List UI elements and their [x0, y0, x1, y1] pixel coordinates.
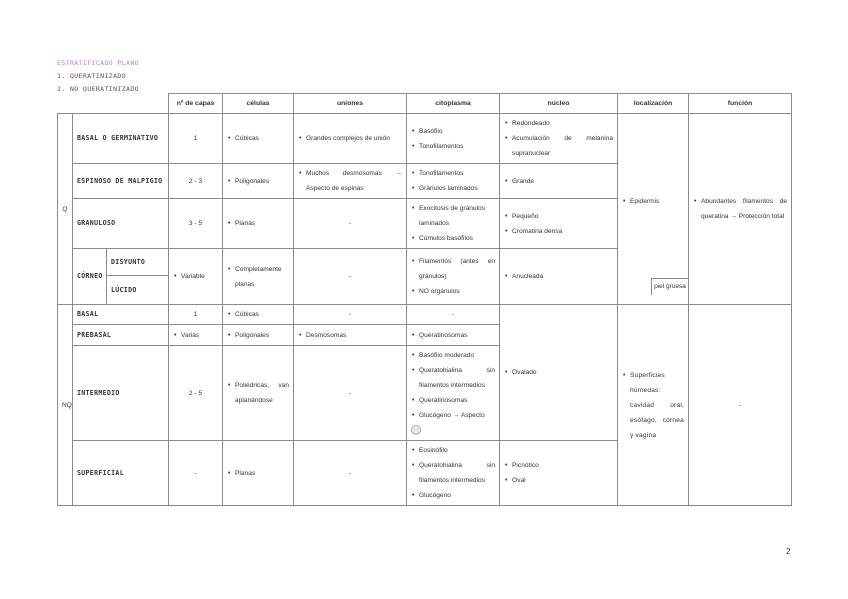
header-blank: [58, 94, 169, 114]
epithelium-table: [57, 93, 792, 506]
glycogen-aspect-icon: [411, 425, 421, 435]
list-item-2: 2. NO QUERATINIZADO: [57, 85, 139, 93]
capas-cell: 1: [169, 114, 223, 164]
nucleo-cell: • Ovalado: [500, 305, 618, 441]
uniones-cell: -: [294, 441, 407, 506]
capas-cell: 2 - 5: [169, 346, 223, 441]
citoplasma-cell: -: [407, 305, 500, 325]
nucleo-cell: • Anucleada: [500, 249, 618, 305]
nucleo-cell: • Redondeado • Acumulación de melanina supranuclear: [500, 114, 618, 164]
uniones-cell: • Grandes complejos de unión: [294, 114, 407, 164]
celulas-cell: • Cúbicas: [223, 114, 294, 164]
col-header-capas: nº de capas: [169, 94, 223, 114]
celulas-cell: • Planas: [223, 441, 294, 506]
citoplasma-cell: • Basófilo moderado • Queratohialina sin filamentos intermedios • Queratinosomas • Glucógeno → Aspecto: [407, 346, 500, 441]
celulas-cell: • Completamente planas: [223, 249, 294, 305]
q-funcion-cell: • Abundantes filamentos de queratina → Protección total: [689, 114, 792, 305]
col-header-funcion: función: [689, 94, 792, 114]
q-group-label: Q: [58, 114, 73, 305]
layer-name: BASAL O GERMINATIVO: [73, 114, 169, 164]
layer-name: CÓRNEO: [73, 249, 107, 305]
capas-cell: -: [169, 441, 223, 506]
layer-name: SUPERFICIAL: [73, 441, 169, 506]
layer-name: INTERMEDIO: [73, 346, 169, 441]
piel-gruesa-note: piel gruesa: [651, 278, 688, 295]
layer-name: ESPINOSO DE MALPIGIO: [73, 164, 169, 199]
col-header-localizacion: localización: [618, 94, 689, 114]
uniones-cell: -: [294, 199, 407, 249]
citoplasma-cell: • Eosinófilo • Queratohialina sin filamentos intermedios • Glucógeno: [407, 441, 500, 506]
page-number: 2: [786, 547, 791, 556]
nq-funcion-cell: -: [689, 305, 792, 506]
nucleo-cell: • Grande: [500, 164, 618, 199]
celulas-cell: • Poligonales: [223, 325, 294, 346]
celulas-cell: • Poligonales: [223, 164, 294, 199]
capas-cell: 2 - 3: [169, 164, 223, 199]
q-localizacion-cell: [618, 114, 689, 305]
uniones-cell: -: [294, 346, 407, 441]
col-header-citoplasma: citoplasma: [407, 94, 500, 114]
list-item-1: 1. QUERATINIZADO: [57, 72, 127, 80]
layer-name: BASAL: [73, 305, 169, 325]
layer-name: GRANULOSO: [73, 199, 169, 249]
nq-group-label: NQ: [58, 305, 73, 506]
header-row: [58, 94, 792, 114]
col-header-celulas: células: [223, 94, 294, 114]
citoplasma-cell: • Filamentos (antes en gránulos) • NO orgánulos: [407, 249, 500, 305]
sublayer-name: LÚCIDO: [107, 276, 169, 305]
localizacion-item: • Epidermis: [622, 194, 659, 209]
layer-name: PREBASAL: [73, 325, 169, 346]
celulas-cell: • Poliédricas, van aplanándose: [223, 346, 294, 441]
citoplasma-cell: • Exocitosis de gránulos laminados • Cúmulos basófilos: [407, 199, 500, 249]
uniones-cell: -: [294, 249, 407, 305]
document-header: [57, 57, 139, 96]
col-header-uniones: uniones: [294, 94, 407, 114]
citoplasma-cell: • Queratinosomas: [407, 325, 500, 346]
uniones-cell: • Muchos desmosomas → Aspecto de espinas: [294, 164, 407, 199]
nq-localizacion-cell: • Superficies húmedas: cavidad oral, esófago, córnea y vagina: [618, 305, 689, 506]
capas-cell: 3 - 5: [169, 199, 223, 249]
capas-cell: • Variable: [169, 249, 223, 305]
section-title: ESTRATIFICADO PLANO: [57, 59, 139, 67]
citoplasma-cell: • Tonofilamentos • Gránulos laminados: [407, 164, 500, 199]
uniones-cell: -: [294, 305, 407, 325]
table-row: [58, 305, 792, 325]
table-row: [58, 114, 792, 164]
col-header-nucleo: núcleo: [500, 94, 618, 114]
capas-cell: • Varias: [169, 325, 223, 346]
uniones-cell: • Desmosomas: [294, 325, 407, 346]
celulas-cell: • Planas: [223, 199, 294, 249]
nucleo-cell: • Pequeño • Cromatina densa: [500, 199, 618, 249]
capas-cell: 1: [169, 305, 223, 325]
sublayer-name: DISYUNTO: [107, 249, 169, 276]
citoplasma-cell: • Basófilo • Tonofilamentos: [407, 114, 500, 164]
celulas-cell: • Cúbicas: [223, 305, 294, 325]
nucleo-cell: • Picnótico • Oval: [500, 441, 618, 506]
